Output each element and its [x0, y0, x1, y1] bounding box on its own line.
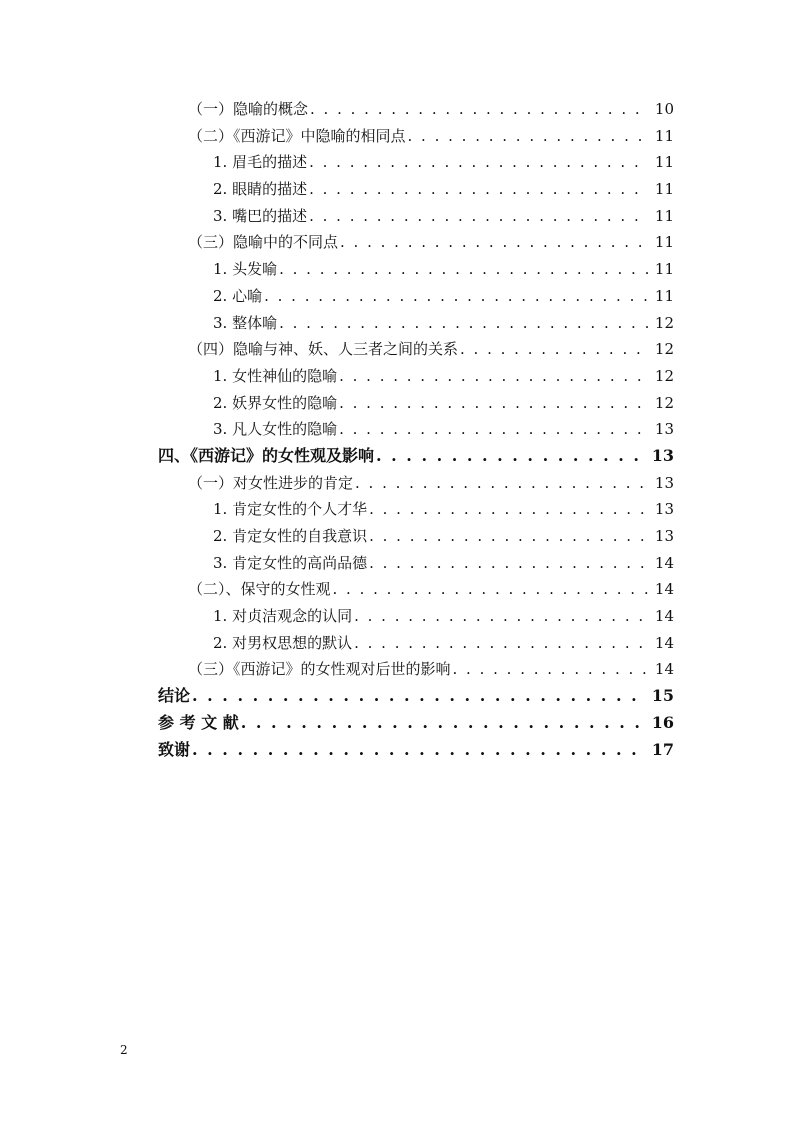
toc-entry[interactable]	[158, 523, 674, 550]
toc-leader-dots	[460, 336, 649, 363]
toc-leader-dots	[354, 630, 649, 657]
toc-entry-label: （三）《西游记》的女性观对后世的影响	[188, 660, 451, 679]
toc-entry-label: （一）隐喻的概念	[188, 100, 309, 118]
toc-entry-label: 结论	[158, 686, 191, 706]
toc-entry-label: 致谢	[158, 739, 191, 759]
toc-entry[interactable]	[158, 336, 674, 363]
toc-leader-dots	[354, 603, 649, 630]
toc-entry-page: 13	[654, 420, 674, 439]
toc-entry-label: 1. 眉毛的描述	[213, 153, 308, 172]
toc-entry-page: 12	[654, 366, 674, 385]
toc-entry-label: 3. 凡人女性的隐喻	[213, 420, 338, 439]
toc-entry-page: 14	[654, 660, 674, 679]
toc-entry-page: 10	[654, 100, 674, 118]
toc-entry[interactable]	[158, 96, 674, 123]
page-number: 2	[120, 1043, 128, 1057]
toc-leader-dots	[340, 229, 649, 256]
toc-leader-dots	[453, 656, 649, 683]
toc-entry-label: 参 考 文 献	[158, 712, 239, 732]
toc-entry[interactable]	[158, 470, 674, 497]
toc-entry[interactable]	[158, 550, 674, 577]
toc-entry-label: 2. 心喻	[213, 286, 263, 305]
toc-entry-page: 11	[654, 260, 674, 279]
toc-entry[interactable]	[158, 656, 674, 683]
toc-entry-page: 13	[654, 527, 674, 545]
toc-leader-dots	[279, 256, 649, 283]
toc-leader-dots	[333, 576, 649, 603]
toc-leader-dots	[192, 683, 646, 710]
toc-entry-label: （一）对女性进步的肯定	[188, 473, 354, 492]
toc-entry-page: 14	[654, 607, 674, 626]
toc-leader-dots	[339, 363, 649, 390]
toc-leader-dots	[309, 149, 649, 176]
toc-entry-label: （四）隐喻与神、妖、人三者之间的关系	[188, 340, 459, 359]
toc-entry-label: 1. 对贞洁观念的认同	[213, 607, 353, 626]
toc-entry[interactable]	[158, 149, 674, 176]
toc-entry-page: 13	[654, 500, 674, 519]
toc-entry[interactable]	[158, 256, 674, 283]
toc-entry[interactable]	[158, 283, 674, 310]
toc-entry-label: （三）隐喻中的不同点	[188, 233, 339, 252]
toc-leader-dots	[264, 283, 649, 310]
toc-chapter-entry[interactable]	[158, 683, 674, 710]
toc-entry-label: 3. 整体喻	[213, 313, 278, 332]
toc-leader-dots	[408, 123, 649, 150]
toc-entry-page: 11	[654, 153, 674, 172]
toc-leader-dots	[310, 96, 649, 123]
toc-entry-label: 1. 肯定女性的个人才华	[213, 500, 368, 519]
toc-entry-label: 3. 嘴巴的描述	[213, 206, 308, 225]
toc-entry[interactable]	[158, 496, 674, 523]
toc-leader-dots	[339, 390, 649, 417]
toc-entry[interactable]	[158, 416, 674, 443]
toc-leader-dots	[369, 523, 649, 550]
toc-leader-dots	[369, 496, 649, 523]
toc-leader-dots	[355, 470, 649, 497]
toc-entry-page: 13	[651, 445, 674, 465]
toc-entry-page: 12	[654, 313, 674, 332]
toc-entry-page: 14	[654, 580, 674, 599]
toc-entry-page: 11	[654, 180, 674, 199]
toc-entry-page: 12	[654, 340, 674, 359]
toc-entry[interactable]	[158, 203, 674, 230]
toc-leader-dots	[279, 310, 649, 337]
toc-entry-page: 11	[654, 233, 674, 252]
toc-chapter-entry[interactable]	[158, 443, 674, 470]
toc-leader-dots	[369, 550, 649, 577]
toc-leader-dots	[241, 710, 646, 737]
toc-entry-label: （二）、保守的女性观	[188, 580, 331, 599]
toc-chapter-entry[interactable]	[158, 737, 674, 764]
toc-entry-label: 2. 眼睛的描述	[213, 180, 308, 199]
toc-entry-page: 11	[654, 286, 674, 305]
toc-leader-dots	[192, 737, 646, 764]
toc-entry-page: 11	[654, 206, 674, 225]
toc-entry-label: （二）《西游记》中隐喻的相同点	[188, 126, 406, 145]
toc-entry-label: 2. 肯定女性的自我意识	[213, 527, 368, 545]
toc-entry-label: 1. 女性神仙的隐喻	[213, 366, 338, 385]
toc-entry[interactable]	[158, 576, 674, 603]
toc-entry-page: 17	[651, 739, 674, 759]
toc-entry[interactable]	[158, 123, 674, 150]
toc-leader-dots	[309, 203, 649, 230]
toc-entry-label: 2. 对男权思想的默认	[213, 633, 353, 652]
toc-entry-page: 14	[654, 633, 674, 652]
toc-entry-page: 14	[654, 553, 674, 572]
toc-entry-page: 15	[651, 686, 674, 706]
toc-entry[interactable]	[158, 630, 674, 657]
toc-leader-dots	[376, 443, 646, 470]
toc-leader-dots	[309, 176, 649, 203]
toc-entry-label: 2. 妖界女性的隐喻	[213, 393, 338, 412]
toc-entry-label: 四、《西游记》的女性观及影响	[158, 445, 375, 465]
toc-entry[interactable]	[158, 390, 674, 417]
toc-entry[interactable]	[158, 310, 674, 337]
toc-entry[interactable]	[158, 603, 674, 630]
toc-chapter-entry[interactable]	[158, 710, 674, 737]
toc-entry[interactable]	[158, 229, 674, 256]
toc-entry-page: 12	[654, 393, 674, 412]
toc-entry-page: 16	[651, 712, 674, 732]
toc-entry[interactable]	[158, 176, 674, 203]
toc-entry-label: 1. 头发喻	[213, 260, 278, 279]
toc-leader-dots	[339, 416, 649, 443]
toc-entry[interactable]	[158, 363, 674, 390]
table-of-contents	[158, 96, 674, 763]
toc-entry-page: 11	[654, 126, 674, 145]
toc-entry-label: 3. 肯定女性的高尚品德	[213, 553, 368, 572]
toc-entry-page: 13	[654, 473, 674, 492]
